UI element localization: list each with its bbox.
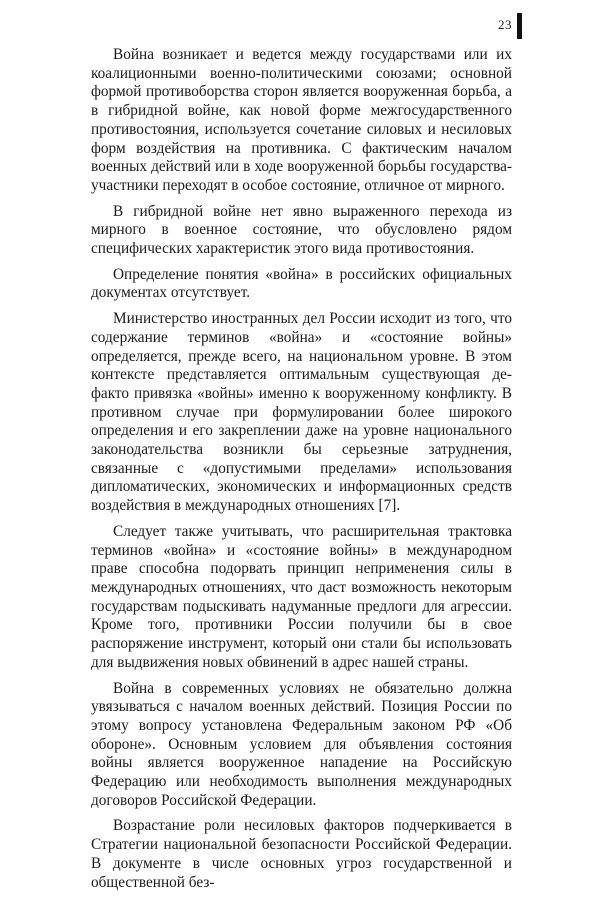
body-text [91, 46, 512, 899]
paragraph: Министерство иностранных дел России исходит из того, что содержание терминов «война» и «состояние войны» определяется, прежде всего, на национальном уровне. В этом контексте представляется оптимальным существующая де-факто привязка «войны» именно к вооруженному конфликту. В противном случае при формулировании более широкого определения и его закреплении даже на уровне национального законодательства возникли бы серьезные затруднения, связанные с «допустимыми пределами» использования дипломатических, экономических и информационных средств воздействия в международных отношениях [7]. [91, 310, 512, 515]
page-number: 23 [498, 17, 512, 32]
page-marker-bar [517, 13, 522, 39]
paragraph: Определение понятия «война» в российских официальных документах отсутствует. [91, 265, 512, 302]
paragraph: Возрастание роли несиловых факторов подчеркивается в Стратегии национальной безопасности Российской Федерации. В документе в числе основных угроз государственной и общественной без- [91, 817, 512, 891]
paragraph: Война в современных условиях не обязательно должна увязываться с началом военных действий. Позиция России по этому вопросу установлена Федеральным законом РФ «Об обороне». Основным условием для объявления состояния войны является вооруженное нападение на Российскую Федерацию или необходимость выполнения международных договоров Российской Федерации. [91, 679, 512, 809]
paragraph: Война возникает и ведется между государствами или их коалиционными военно-политическими союзами; основной формой противоборства сторон является вооруженная борьба, а в гибридной войне, как новой форме межгосударственного противостояния, используется сочетание силовых и несиловых форм воздействия на противника. С фактическим началом военных действий или в ходе вооруженной борьбы государства-участники переходят в особое состояние, отличное от мирного. [91, 46, 512, 194]
paragraph: В гибридной войне нет явно выраженного перехода из мирного в военное состояние, что обусловлено рядом специфических характеристик этого вида противостояния. [91, 202, 512, 258]
paragraph: Следует также учитывать, что расширительная трактовка терминов «война» и «состояние войны» в международном праве способна подорвать принцип неприменения силы в международных отношениях, что даст возможность некоторым государствам подыскивать надуманные предлоги для агрессии. Кроме того, противники России получили бы в свое распоряжение инструмент, который они стали бы использовать для выдвижения новых обвинений в адрес нашей страны. [91, 522, 512, 671]
